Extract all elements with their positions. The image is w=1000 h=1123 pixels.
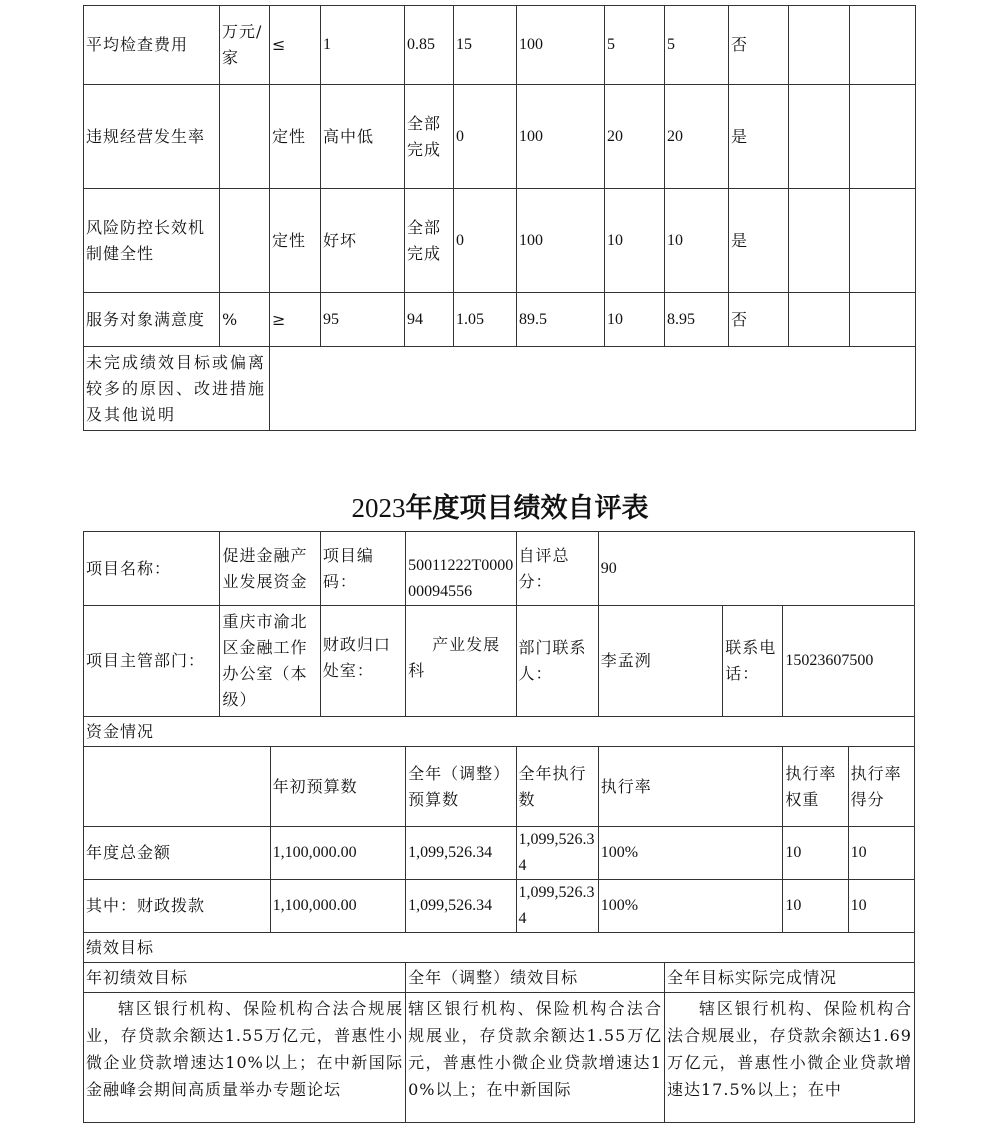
indicator-met: 否 [729,6,789,85]
funds-row-label: 年度总金额 [84,827,271,880]
empty-cell [850,6,916,85]
table-row [84,827,915,880]
indicator-weight: 20 [605,85,665,189]
indicator-operator: ≥ [270,293,321,347]
finance-label: 财政归口处室： [320,606,405,717]
perf-header: 全年目标实际完成情况 [665,963,915,993]
phone-label: 联系电话： [723,606,783,717]
score-label: 自评总分： [516,532,598,606]
perf-section-label: 绩效目标 [84,933,915,963]
indicator-completion: 100 [517,189,605,293]
indicator-actual: 0.85 [405,6,454,85]
indicator-unit [220,189,270,293]
note-value [270,347,916,431]
empty-cell [789,6,850,85]
table-row [84,880,915,933]
indicator-deviation: 1.05 [454,293,517,347]
funds-header: 执行率得分 [848,747,914,827]
indicator-deviation: 0 [454,85,517,189]
phone-value: 15023607500 [783,606,915,717]
indicator-actual: 全部完成 [405,189,454,293]
finance-value: 产业发展科 [406,606,516,717]
funds-header: 全年（调整）预算数 [406,747,516,827]
indicator-target: 好坏 [321,189,405,293]
indicator-table [83,5,916,431]
empty-cell [84,747,271,827]
indicator-unit: % [220,293,270,347]
funds-header: 年初预算数 [270,747,405,827]
empty-cell [850,189,916,293]
table-row [84,532,915,606]
perf-adjusted-text: 辖区银行机构、保险机构合法合规展业，存贷款余额达1.55万亿元，普惠性小微企业贷款增速达10%以上；在中新国际 [406,993,665,1123]
score-value: 90 [598,532,914,606]
funds-value: 10 [848,827,914,880]
title-year: 2023 [351,493,406,523]
funds-value: 10 [783,827,848,880]
funds-header: 执行率权重 [783,747,848,827]
indicator-score: 10 [665,189,729,293]
indicator-name: 平均检查费用 [84,6,220,85]
table-row [84,933,915,963]
project-code: 50011222T000000094556 [406,532,516,606]
perf-header: 年初绩效目标 [84,963,406,993]
indicator-weight: 10 [605,189,665,293]
indicator-name: 服务对象满意度 [84,293,220,347]
indicator-completion: 100 [517,85,605,189]
table-row [84,606,915,717]
funds-header: 全年执行数 [516,747,598,827]
perf-actual-text: 辖区银行机构、保险机构合法合规展业，存贷款余额达1.69万亿元，普惠性小微企业贷款增速达17.5%以上；在中 [665,993,915,1123]
indicator-unit: 万元/家 [220,6,270,85]
dept-value: 重庆市渝北区金融工作办公室（本级） [220,606,320,717]
empty-cell [789,85,850,189]
funds-value: 10 [783,880,848,933]
funds-value: 1,099,526.34 [406,880,516,933]
indicator-deviation: 15 [454,6,517,85]
empty-cell [789,189,850,293]
empty-cell [789,293,850,347]
perf-initial-text: 辖区银行机构、保险机构合法合规展业，存贷款余额达1.55万亿元，普惠性小微企业贷款增速达10%以上；在中新国际金融峰会期间高质量举办专题论坛 [84,993,406,1123]
indicator-weight: 5 [605,6,665,85]
project-name-label: 项目名称： [84,532,220,606]
contact-value: 李孟洌 [598,606,722,717]
funds-value: 100% [598,880,783,933]
table-row [84,6,916,85]
indicator-completion: 89.5 [517,293,605,347]
perf-header: 全年（调整）绩效目标 [406,963,665,993]
indicator-actual: 全部完成 [405,85,454,189]
indicator-actual: 94 [405,293,454,347]
project-name: 促进金融产业发展资金 [220,532,320,606]
funds-value: 1,100,000.00 [270,827,405,880]
table-row [84,189,916,293]
contact-label: 部门联系人： [516,606,598,717]
indicator-target: 高中低 [321,85,405,189]
indicator-score: 20 [665,85,729,189]
indicator-target: 1 [321,6,405,85]
empty-cell [850,85,916,189]
dept-label: 项目主管部门： [84,606,220,717]
funds-value: 1,099,526.34 [406,827,516,880]
funds-value: 1,100,000.00 [270,880,405,933]
title-text: 年度项目绩效自评表 [405,493,649,524]
funds-value: 100% [598,827,783,880]
indicator-operator: ≤ [270,6,321,85]
table-row [84,293,916,347]
funds-section-label: 资金情况 [84,717,915,747]
note-label: 未完成绩效目标或偏离较多的原因、改进措施及其他说明 [84,347,270,431]
indicator-name: 违规经营发生率 [84,85,220,189]
funds-row-label: 其中：财政拨款 [84,880,271,933]
indicator-completion: 100 [517,6,605,85]
funds-header: 执行率 [598,747,783,827]
indicator-operator: 定性 [270,85,321,189]
project-code-label: 项目编码： [320,532,405,606]
indicator-deviation: 0 [454,189,517,293]
table-row [84,963,915,993]
table-row [84,347,916,431]
table-row [84,747,915,827]
indicator-name: 风险防控长效机制健全性 [84,189,220,293]
indicator-unit [220,85,270,189]
indicator-operator: 定性 [270,189,321,293]
self-evaluation-table [83,531,915,1123]
indicator-score: 5 [665,6,729,85]
indicator-weight: 10 [605,293,665,347]
table-row [84,85,916,189]
funds-value: 1,099,526.34 [516,880,598,933]
table-row [84,717,915,747]
indicator-score: 8.95 [665,293,729,347]
indicator-target: 95 [321,293,405,347]
funds-value: 10 [848,880,914,933]
funds-value: 1,099,526.34 [516,827,598,880]
indicator-met: 是 [729,85,789,189]
table-row [84,993,915,1123]
indicator-met: 是 [729,189,789,293]
indicator-met: 否 [729,293,789,347]
page-title [0,486,1000,525]
empty-cell [850,293,916,347]
